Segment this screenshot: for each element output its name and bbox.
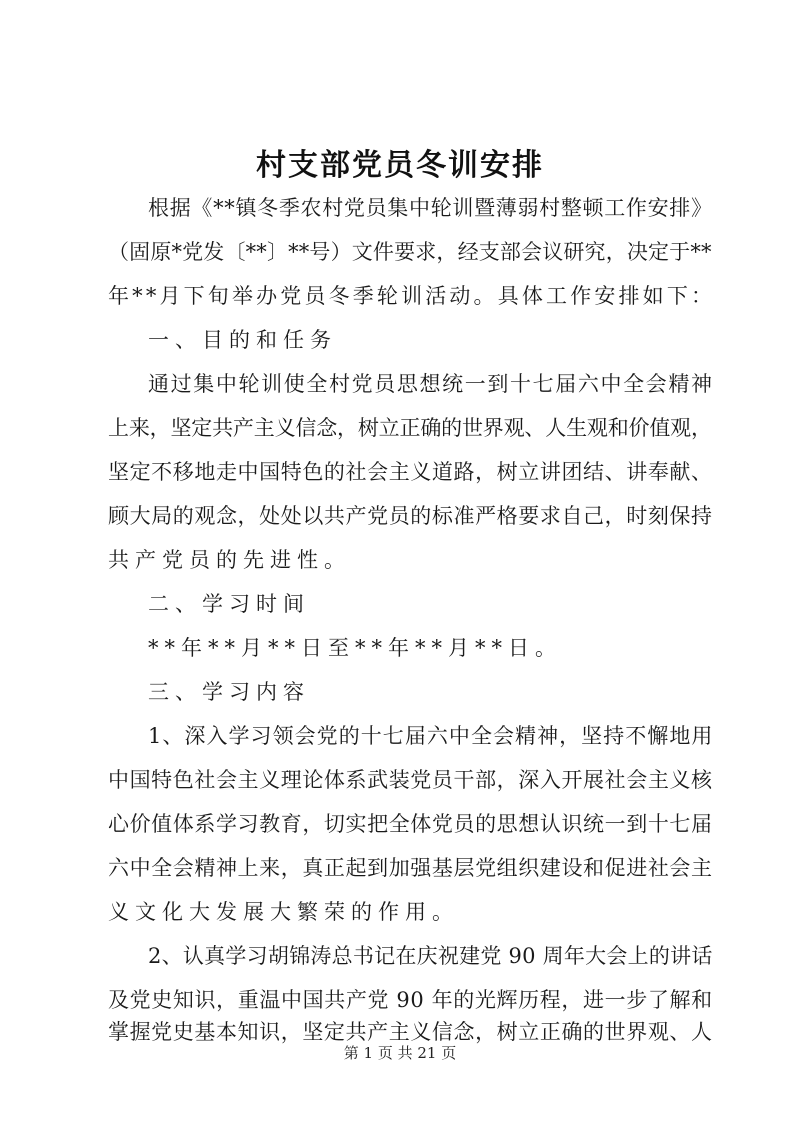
- body-line: **年**月**日至**年**月**日。: [148, 636, 562, 660]
- body-line: 及党史知识，重温中国共产党 90 年的光辉历程，进一步了解和: [108, 988, 713, 1012]
- body-line: 共产党员的先进性。: [108, 548, 351, 572]
- body-line: 坚定不移地走中国特色的社会主义道路，树立讲团结、讲奉献、: [108, 460, 713, 484]
- body-line: 六中全会精神上来，真正起到加强基层党组织建设和促进社会主: [108, 856, 713, 880]
- body-line: （固原*党发〔**〕**号）文件要求，经支部会议研究，决定于**: [108, 240, 712, 264]
- body-line: 顾大局的观念，处处以共产党员的标准严格要求自己，时刻保持: [108, 504, 713, 528]
- body-line: 通过集中轮训使全村党员思想统一到十七届六中全会精神: [148, 372, 714, 396]
- body-line: 义文化大发展大繁荣的作用。: [108, 900, 459, 924]
- body-line: 1、深入学习领会党的十七届六中全会精神，坚持不懈地用: [148, 724, 714, 748]
- body-line: 掌握党史基本知识，坚定共产主义信念，树立正确的世界观、人: [108, 1020, 713, 1044]
- body-line: 心价值体系学习教育，切实把全体党员的思想认识统一到十七届: [108, 812, 713, 836]
- section-heading: 二、学习时间: [148, 592, 310, 616]
- body-line: 2、认真学习胡锦涛总书记在庆祝建党 90 周年大会上的讲话: [148, 944, 713, 968]
- page-number: 第 1 页 共 21 页: [343, 1044, 457, 1062]
- body-line: 中国特色社会主义理论体系武装党员干部，深入开展社会主义核: [108, 768, 713, 792]
- body-line: 上来，坚定共产主义信念，树立正确的世界观、人生观和价值观，: [108, 416, 712, 440]
- document-title: 村支部党员冬训安排: [256, 148, 544, 183]
- section-heading: 三、学习内容: [148, 680, 310, 704]
- body-line: 根据《**镇冬季农村党员集中轮训暨薄弱村整顿工作安排》: [148, 196, 713, 220]
- body-line: 年**月下旬举办党员冬季轮训活动。具体工作安排如下：: [108, 284, 716, 308]
- section-heading: 一、目的和任务: [148, 328, 337, 352]
